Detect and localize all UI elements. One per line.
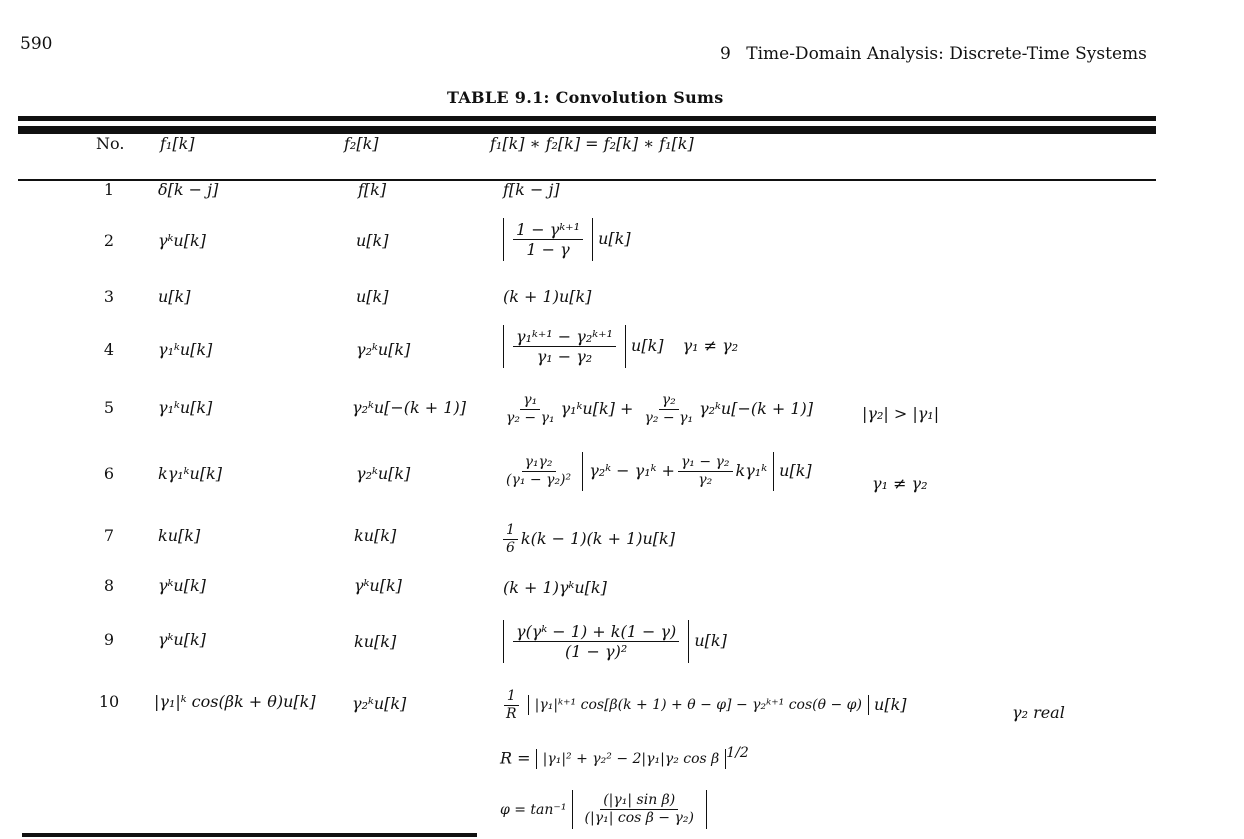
row-3-no: 3 — [103, 287, 115, 306]
row-8-result: (k + 1)γᵏu[k] — [503, 578, 607, 597]
row-9-f1: γᵏu[k] — [158, 630, 206, 649]
row-2-no: 2 — [103, 231, 115, 250]
row-1-no: 1 — [103, 180, 115, 199]
row-5-f1: γ₁ᵏu[k] — [158, 398, 213, 417]
header-no: No. — [96, 134, 125, 153]
row-1-result: f[k − j] — [503, 180, 560, 199]
row-6-no: 6 — [103, 464, 115, 483]
row-3-f2: u[k] — [356, 287, 389, 306]
header-result: f₁[k] ∗ f₂[k] = f₂[k] ∗ f₁[k] — [490, 134, 694, 153]
row-7-no: 7 — [103, 526, 115, 545]
row-8-f1: γᵏu[k] — [158, 576, 206, 595]
row-10-result: $\frac{1}{R}$ |γ₁|ᵏ⁺¹ cos[β(k + 1) + θ − φ] − γ₂ᵏ⁺¹ cos(θ − φ) u[k] — [500, 688, 907, 723]
row-6-f2: γ₂ᵏu[k] — [356, 464, 411, 483]
row-3-f1: u[k] — [158, 287, 191, 306]
chapter-number: 9 — [720, 44, 731, 64]
row-7-f1: ku[k] — [158, 526, 201, 545]
phi-definition: φ = tan⁻¹ $\frac{\text{(|γ₁| sin β)}}{\text{(|γ₁| cos β − γ₂)}}$ — [500, 790, 707, 829]
row-4-condition: γ₁ ≠ γ₂ — [682, 336, 739, 356]
row-10-condition: γ₂ real — [1012, 703, 1065, 722]
row-5-condition: |γ₂| > |γ₁| — [862, 404, 940, 423]
row-3-result: (k + 1)u[k] — [503, 287, 592, 306]
row-10-no: 10 — [98, 692, 120, 711]
row-4-no: 4 — [103, 340, 115, 359]
row-5-result: $\frac{\text{γ₁}}{\text{γ₂ − γ₁}}$ γ₁ᵏu[k] + $\frac{\text{γ₂}}{\text{γ₂ − γ₁}}$ γ₂ᵏu[−(k + 1)] — [506, 392, 814, 426]
row-6-f1: kγ₁ᵏu[k] — [158, 464, 222, 483]
row-6-result: $\frac{\text{γ₁γ₂}}{\text{(γ₁ − γ₂)²}}$ γ₂ᵏ − γ₁ᵏ + $\frac{\text{γ₁ − γ₂}}{\text{γ₂}}$ kγ₁ᵏ u[k] — [500, 452, 812, 491]
table-top-rule-heavy — [18, 126, 1156, 134]
row-9-result: $\frac{\text{γ(γᵏ − 1) + k(1 − γ)}}{\text{(1 − γ)²}}$ u[k] — [503, 620, 727, 663]
row-10-f1: |γ₁|ᵏ cos(βk + θ)u[k] — [154, 692, 316, 711]
row-9-f2: ku[k] — [354, 632, 397, 651]
page-number: 590 — [20, 34, 53, 54]
row-4-f2: γ₂ᵏu[k] — [356, 340, 411, 359]
chapter-title: Time-Domain Analysis: Discrete-Time Systems — [746, 44, 1147, 64]
row-8-f2: γᵏu[k] — [354, 576, 402, 595]
row-1-f2: f[k] — [358, 180, 387, 199]
page-bottom-rule — [22, 833, 477, 837]
row-5-no: 5 — [103, 398, 115, 417]
row-7-f2: ku[k] — [354, 526, 397, 545]
row-7-result: $\frac{1}{6}$ k(k − 1)(k + 1)u[k] — [500, 522, 675, 557]
row-8-no: 8 — [103, 576, 115, 595]
row-1-f1: δ[k − j] — [158, 180, 219, 199]
running-head — [720, 44, 1147, 64]
row-9-no: 9 — [103, 630, 115, 649]
row-6-condition: γ₁ ≠ γ₂ — [872, 474, 928, 493]
header-f1: f₁[k] — [160, 134, 195, 153]
row-2-f2: u[k] — [356, 231, 389, 250]
row-2-result: $\frac{\text{1 − γᵏ⁺¹}}{1 - \gamma}$ u[k] — [503, 218, 631, 261]
table-title: TABLE 9.1: Convolution Sums — [447, 88, 724, 107]
row-4-result: $\frac{\text{γ₁ᵏ⁺¹ − γ₂ᵏ⁺¹}}{\text{γ₁ − γ₂}}$ u[k] γ₁ ≠ γ₂ — [503, 325, 738, 368]
row-10-f2: γ₂ᵏu[k] — [352, 694, 407, 713]
r-definition: R = |γ₁|² + γ₂² − 2|γ₁|γ₂ cos β $^{1/2}$ — [500, 745, 749, 768]
row-4-f1: γ₁ᵏu[k] — [158, 340, 213, 359]
row-2-f1: γᵏu[k] — [158, 231, 206, 250]
row-5-f2: γ₂ᵏu[−(k + 1)] — [352, 398, 466, 417]
table-top-rule — [18, 116, 1156, 121]
header-f2: f₂[k] — [344, 134, 379, 153]
